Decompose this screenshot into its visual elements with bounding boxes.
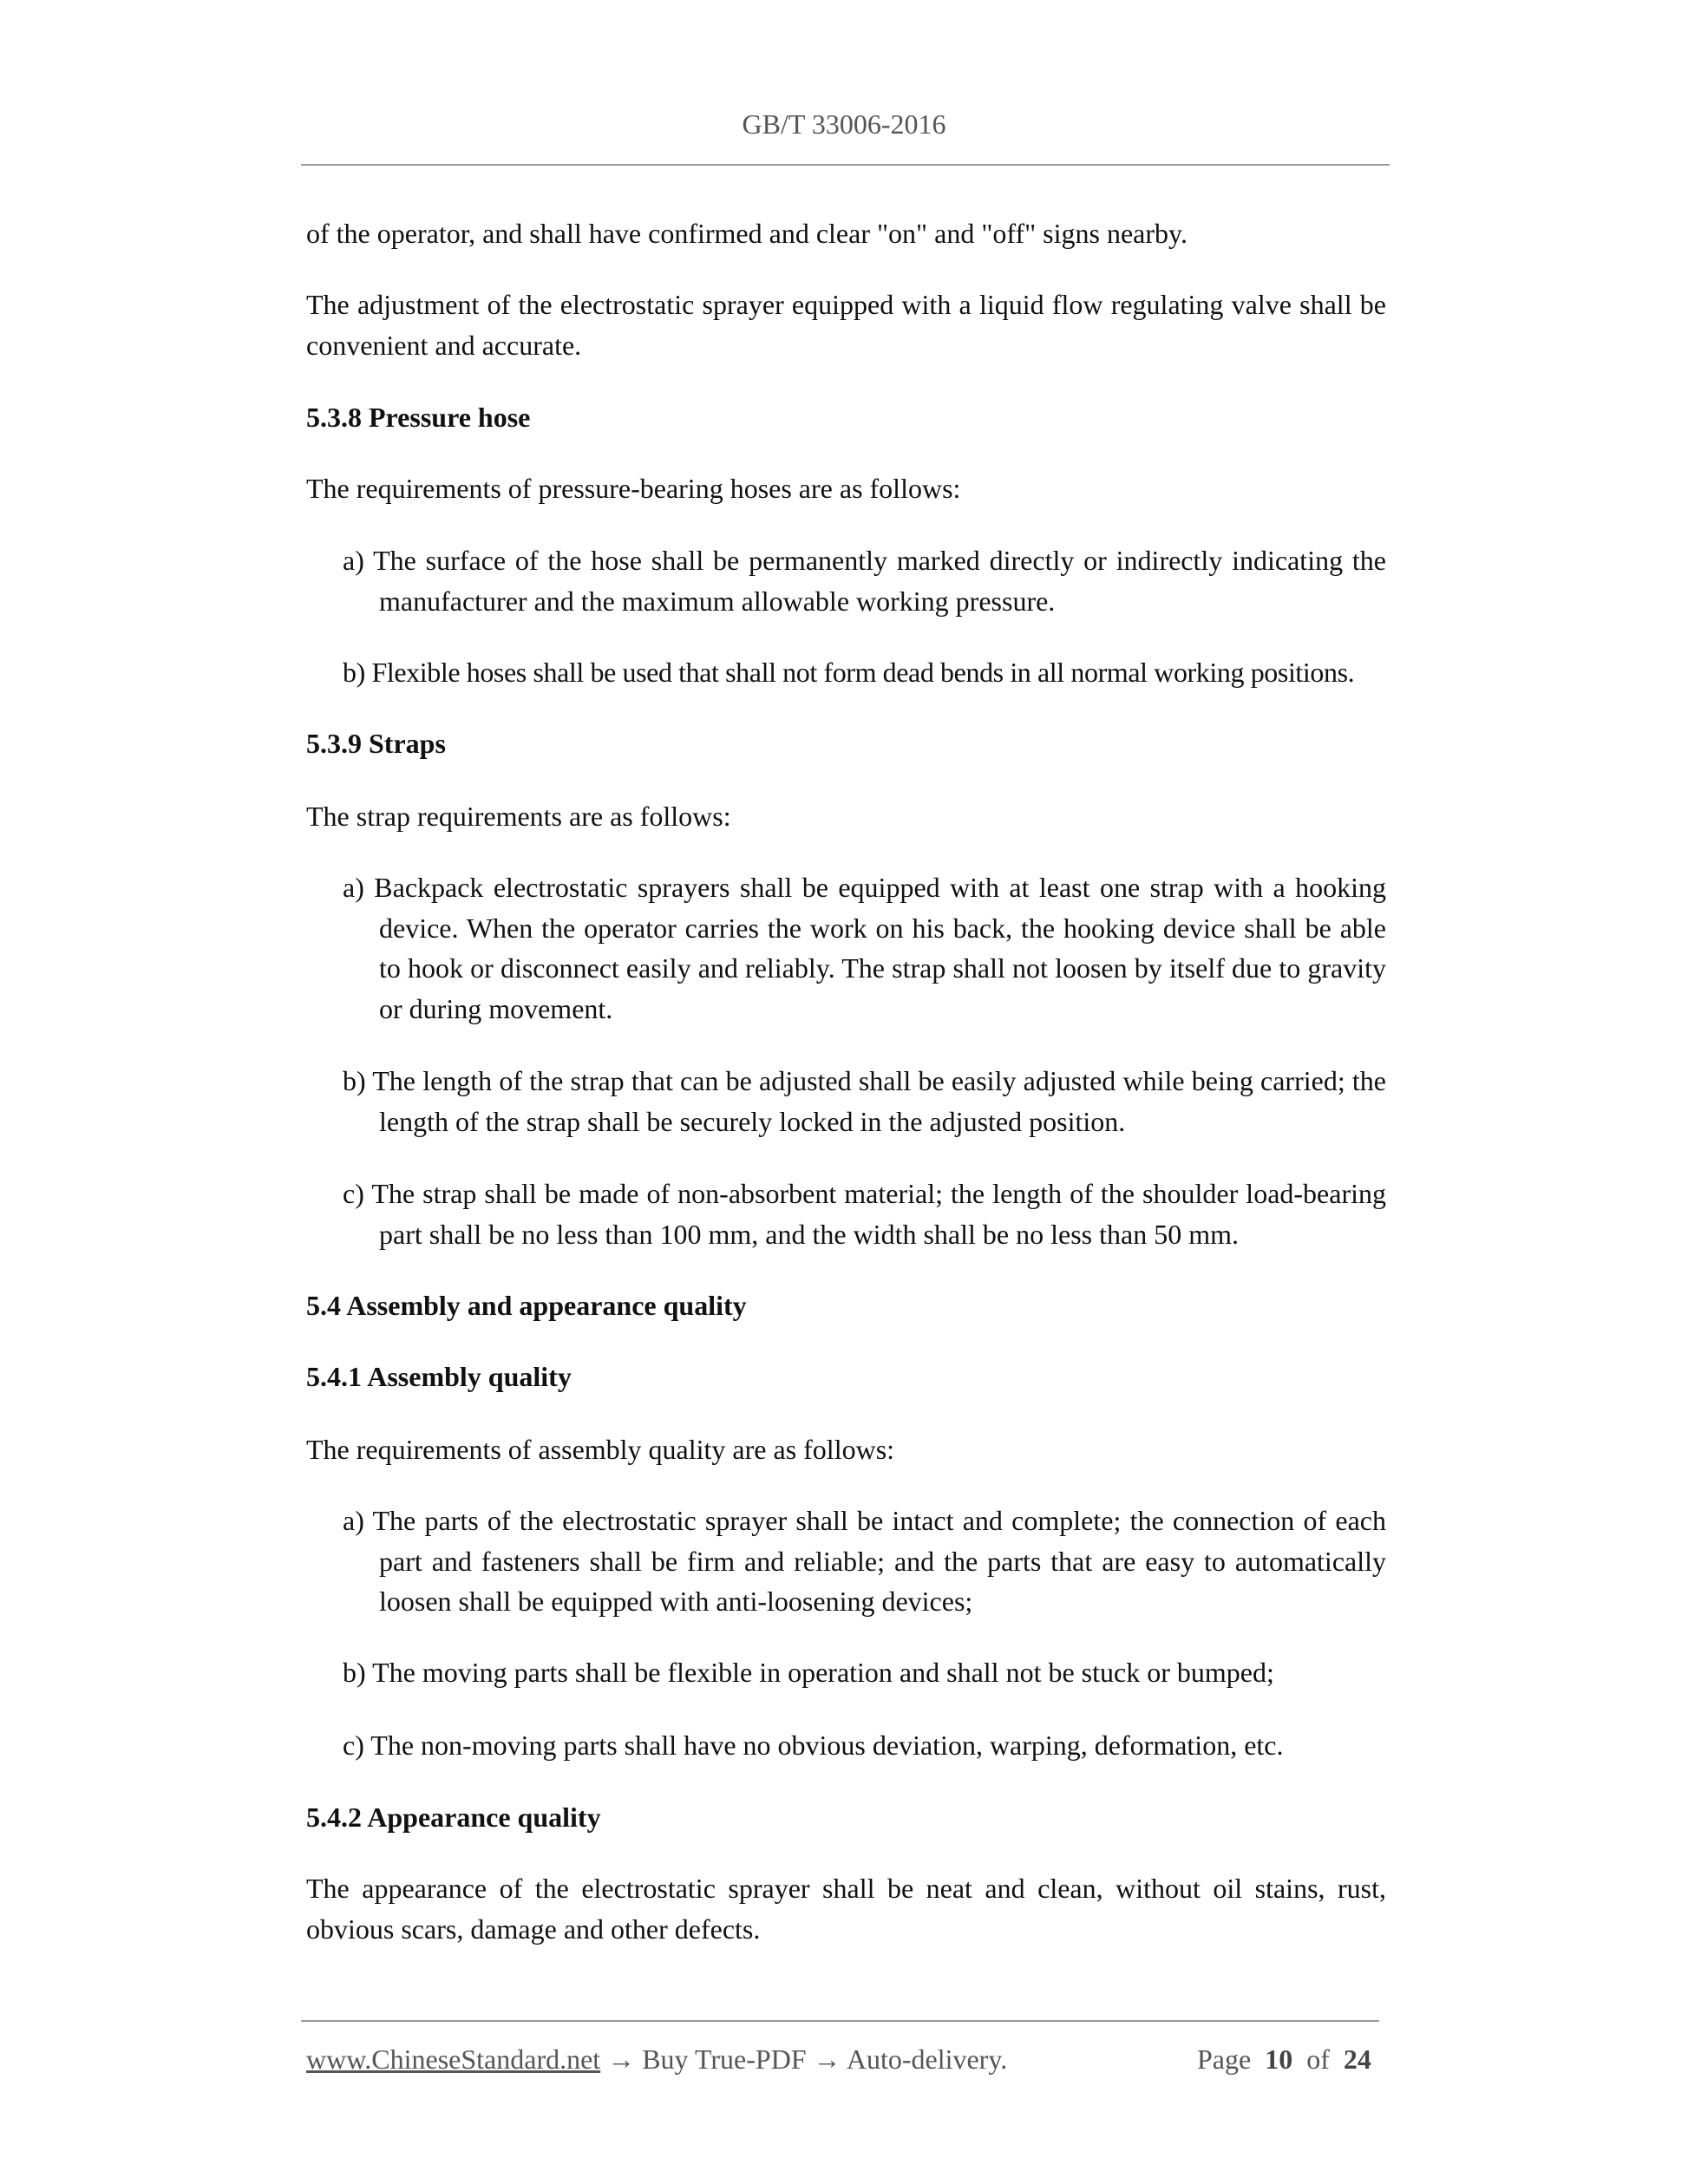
total-pages: 24 [1343,2043,1371,2075]
list-item: b) The moving parts shall be flexible in operation and shall not be stuck or bumped; [343,1657,1274,1688]
section-heading: 5.4.2 Appearance quality [306,1801,601,1833]
document-header: GB/T 33006-2016 [742,108,946,140]
paragraph: of the operator, and shall have confirmed and clear "on" and "off" signs nearby. [306,218,1187,249]
list-item: a) The parts of the electrostatic sprayer shall be intact and complete; the connection of each part and fasteners shall be firm and reliable; and the parts that are easy to automatically loosen shall be equipped with anti-loosening devices; [343,1505,1386,1618]
paragraph: The requirements of pressure-bearing hoses are as follows: [306,473,961,504]
paragraph: The adjustment of the electrostatic sprayer equipped with a liquid flow regulating valve shall be convenient and accurate. [306,289,1386,361]
list-item: c) The non-moving parts shall have no obvious deviation, warping, deformation, etc. [343,1730,1284,1761]
paragraph: The requirements of assembly quality are as follows: [306,1434,895,1465]
list-item: a) The surface of the hose shall be permanently marked directly or indirectly indicating the manufacturer and the maximum allowable working pressure. [343,545,1386,617]
current-page: 10 [1265,2043,1293,2075]
website-link[interactable]: www.ChineseStandard.net [306,2043,601,2075]
section-heading: 5.3.8 Pressure hose [306,402,531,433]
paragraph: The strap requirements are as follows: [306,801,731,832]
page-indicator: Page 10 of 24 [1197,2043,1371,2075]
footer-promo-text: → Buy True-PDF → Auto-delivery. [600,2043,1008,2075]
section-heading: 5.4.1 Assembly quality [306,1361,572,1392]
list-item: b) The length of the strap that can be adjusted shall be easily adjusted while being carried; the length of the strap shall be securely locked in the adjusted position. [343,1065,1386,1137]
footer-promo [306,2043,1007,2076]
paragraph: The appearance of the electrostatic sprayer shall be neat and clean, without oil stains, rust, obvious scars, damage and other defects. [306,1873,1386,1945]
header-divider [301,164,1390,166]
footer-divider [301,2020,1379,2022]
section-heading: 5.3.9 Straps [306,728,446,759]
list-item: c) The strap shall be made of non-absorbent material; the length of the shoulder load-bearing part shall be no less than 100 mm, and the width shall be no less than 50 mm. [343,1178,1386,1250]
list-item: a) Backpack electrostatic sprayers shall be equipped with at least one strap with a hooking device. When the operator carries the work on his back, the hooking device shall be able to hook or disconnect easily and reliably. The strap shall not loosen by itself due to gravity or during movement. [343,872,1386,1024]
list-item: b) Flexible hoses shall be used that shall not form dead bends in all normal working positions. [343,657,1355,688]
section-heading: 5.4 Assembly and appearance quality [306,1290,747,1321]
